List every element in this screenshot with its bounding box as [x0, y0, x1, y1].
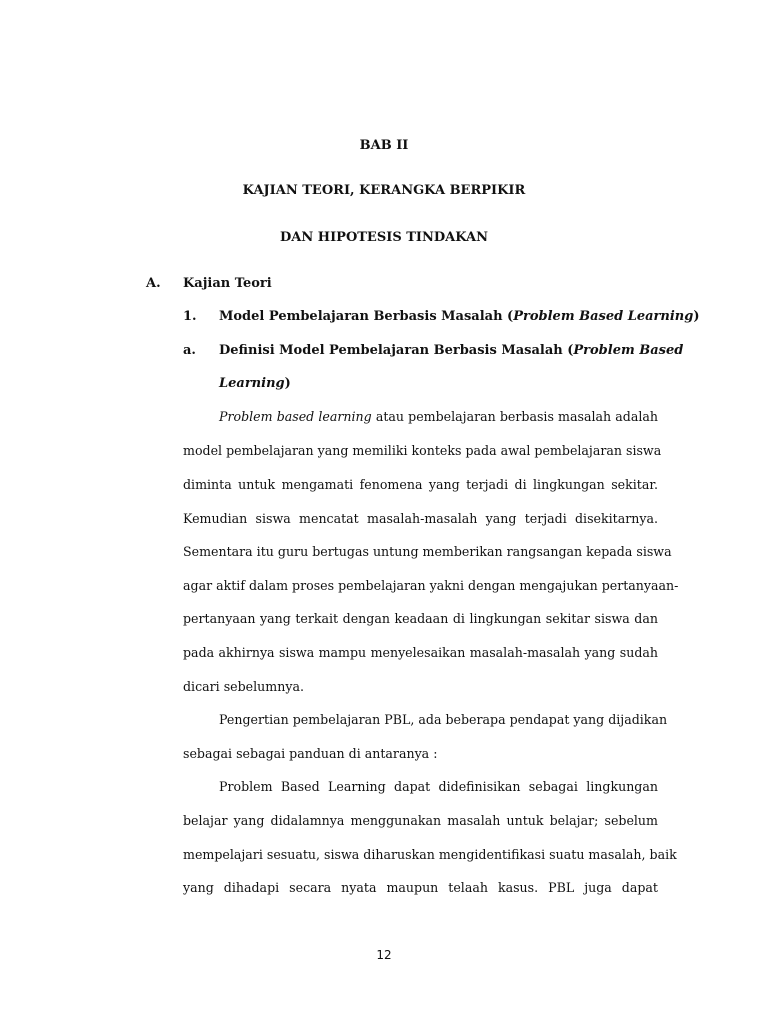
paragraph-line: model pembelajaran yang memiliki konteks pada awal pembelajaran siswa	[183, 443, 662, 458]
paragraph-line: dicari sebelumnya.	[183, 679, 304, 694]
subsection-1-label: 1.	[183, 309, 197, 324]
paragraph-line: sebagai sebagai panduan di antaranya :	[183, 746, 438, 761]
paragraph-line: belajar yang didalamnya menggunakan masalah untuk belajar; sebelum	[183, 813, 658, 828]
paragraph-line: Pengertian pembelajaran PBL, ada beberapa pendapat yang dijadikan	[219, 712, 668, 727]
paragraph-line: pertanyaan yang terkait dengan keadaan di lingkungan sekitar siswa dan	[183, 611, 658, 626]
paragraph-line: mempelajari sesuatu, siswa diharuskan mengidentifikasi suatu masalah, baik	[183, 847, 677, 862]
chapter-label: BAB II	[359, 138, 409, 153]
subsection-a-label: a.	[183, 343, 196, 358]
page-number: 12	[376, 948, 392, 962]
paragraph-line: agar aktif dalam proses pembelajaran yakni dengan mengajukan pertanyaan-	[183, 578, 679, 593]
paragraph-line: Kemudian siswa mencatat masalah-masalah yang terjadi disekitarnya.	[183, 511, 658, 526]
paragraph-line: Problem Based Learning dapat didefinisikan sebagai lingkungan	[219, 779, 658, 794]
chapter-title-line-2: DAN HIPOTESIS TINDAKAN	[280, 230, 488, 245]
paragraph-line: yang dihadapi secara nyata maupun telaah kasus. PBL juga dapat	[183, 880, 658, 895]
paragraph-line: Sementara itu guru bertugas untung memberikan rangsangan kepada siswa	[183, 544, 672, 559]
paragraph-line: diminta untuk mengamati fenomena yang terjadi di lingkungan sekitar.	[183, 477, 658, 492]
paragraph-line: pada akhirnya siswa mampu menyelesaikan masalah-masalah yang sudah	[183, 645, 658, 660]
section-a-label: A.	[146, 276, 161, 291]
chapter-title-line-1: KAJIAN TEORI, KERANGKA BERPIKIR	[242, 183, 526, 198]
subsection-1-title: Model Pembelajaran Berbasis Masalah (Problem Based Learning)	[219, 309, 700, 324]
subsection-a-title-line-1: Definisi Model Pembelajaran Berbasis Masalah (Problem Based	[219, 343, 684, 358]
subsection-a-title-line-2: Learning)	[219, 376, 291, 391]
paragraph-line: Problem based learning atau pembelajaran berbasis masalah adalah	[219, 409, 658, 424]
section-a-title: Kajian Teori	[183, 276, 272, 291]
